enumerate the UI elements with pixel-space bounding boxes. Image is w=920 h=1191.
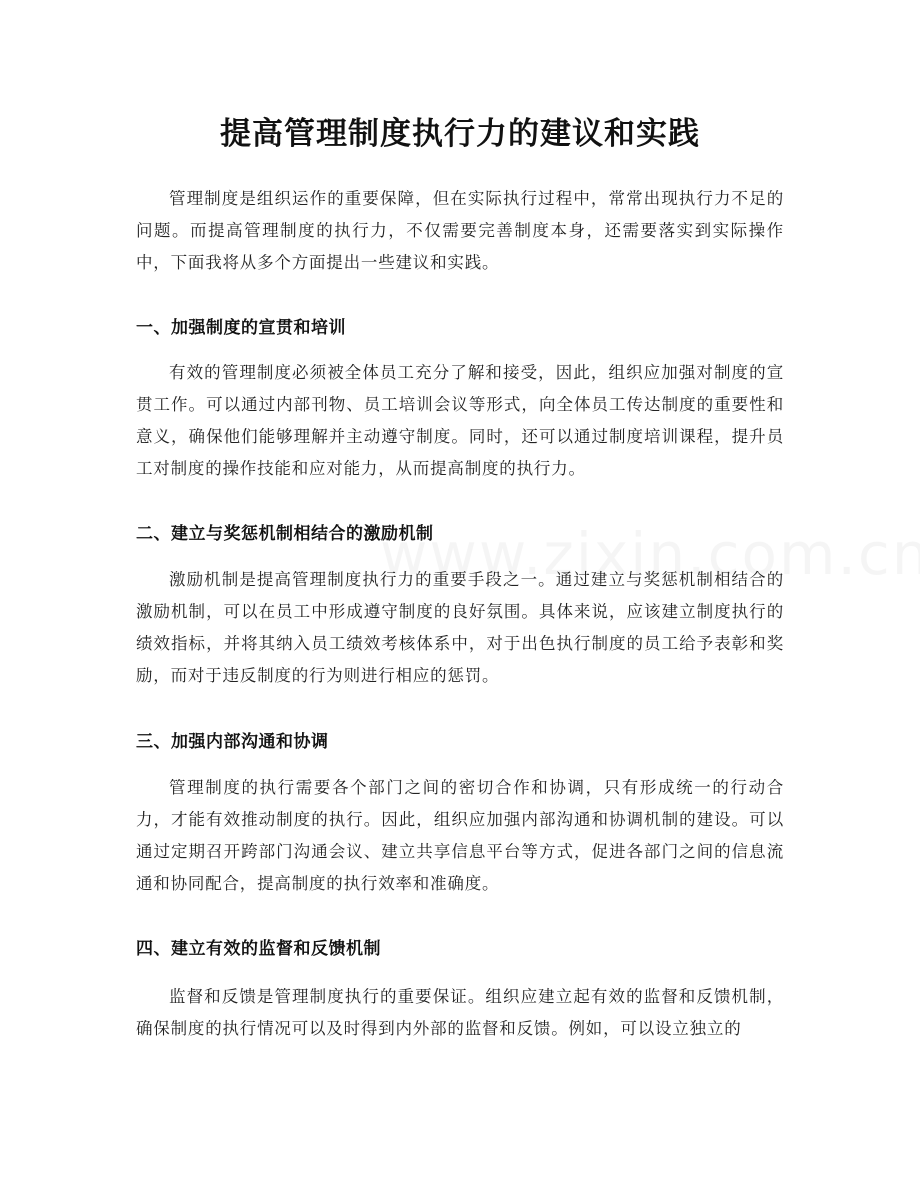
document-title: 提高管理制度执行力的建议和实践 <box>220 116 700 152</box>
section-1-body: 有效的管理制度必须被全体员工充分了解和接受，因此，组织应加强对制度的宣贯工作。可以通过内部刊物、员工培训会议等形式，向全体员工传达制度的重要性和意义，确保他们能够理解并主动遵守制度。同时，还可以通过制度培训课程，提升员工对制度的操作技能和应对能力，从而提高制度的执行力。 <box>136 363 784 478</box>
section-3-heading: 三、加强内部沟通和协调 <box>136 732 329 752</box>
section-1-heading: 一、加强制度的宣贯和培训 <box>136 318 346 338</box>
section-3-body: 管理制度的执行需要各个部门之间的密切合作和协调，只有形成统一的行动合力，才能有效推动制度的执行。因此，组织应加强内部沟通和协调机制的建设。可以通过定期召开跨部门沟通会议、建立共享信息平台等方式，促进各部门之间的信息流通和协同配合，提高制度的执行效率和准确度。 <box>136 778 784 893</box>
intro-paragraph: 管理制度是组织运作的重要保障，但在实际执行过程中，常常出现执行力不足的问题。而提高管理制度的执行力，不仅需要完善制度本身，还需要落实到实际操作中，下面我将从多个方面提出一些建议和实践。 <box>136 189 784 272</box>
section-4-body: 监督和反馈是管理制度执行的重要保证。组织应建立起有效的监督和反馈机制，确保制度的执行情况可以及时得到内外部的监督和反馈。例如，可以设立独立的 <box>136 987 784 1038</box>
section-2-heading: 二、建立与奖惩机制相结合的激励机制 <box>136 524 434 544</box>
section-4-heading: 四、建立有效的监督和反馈机制 <box>136 939 381 959</box>
section-2-body: 激励机制是提高管理制度执行力的重要手段之一。通过建立与奖惩机制相结合的激励机制，可以在员工中形成遵守制度的良好氛围。具体来说，应该建立制度执行的绩效指标，并将其纳入员工绩效考核体系中，对于出色执行制度的员工给予表彰和奖励，而对于违反制度的行为则进行相应的惩罚。 <box>136 570 784 685</box>
